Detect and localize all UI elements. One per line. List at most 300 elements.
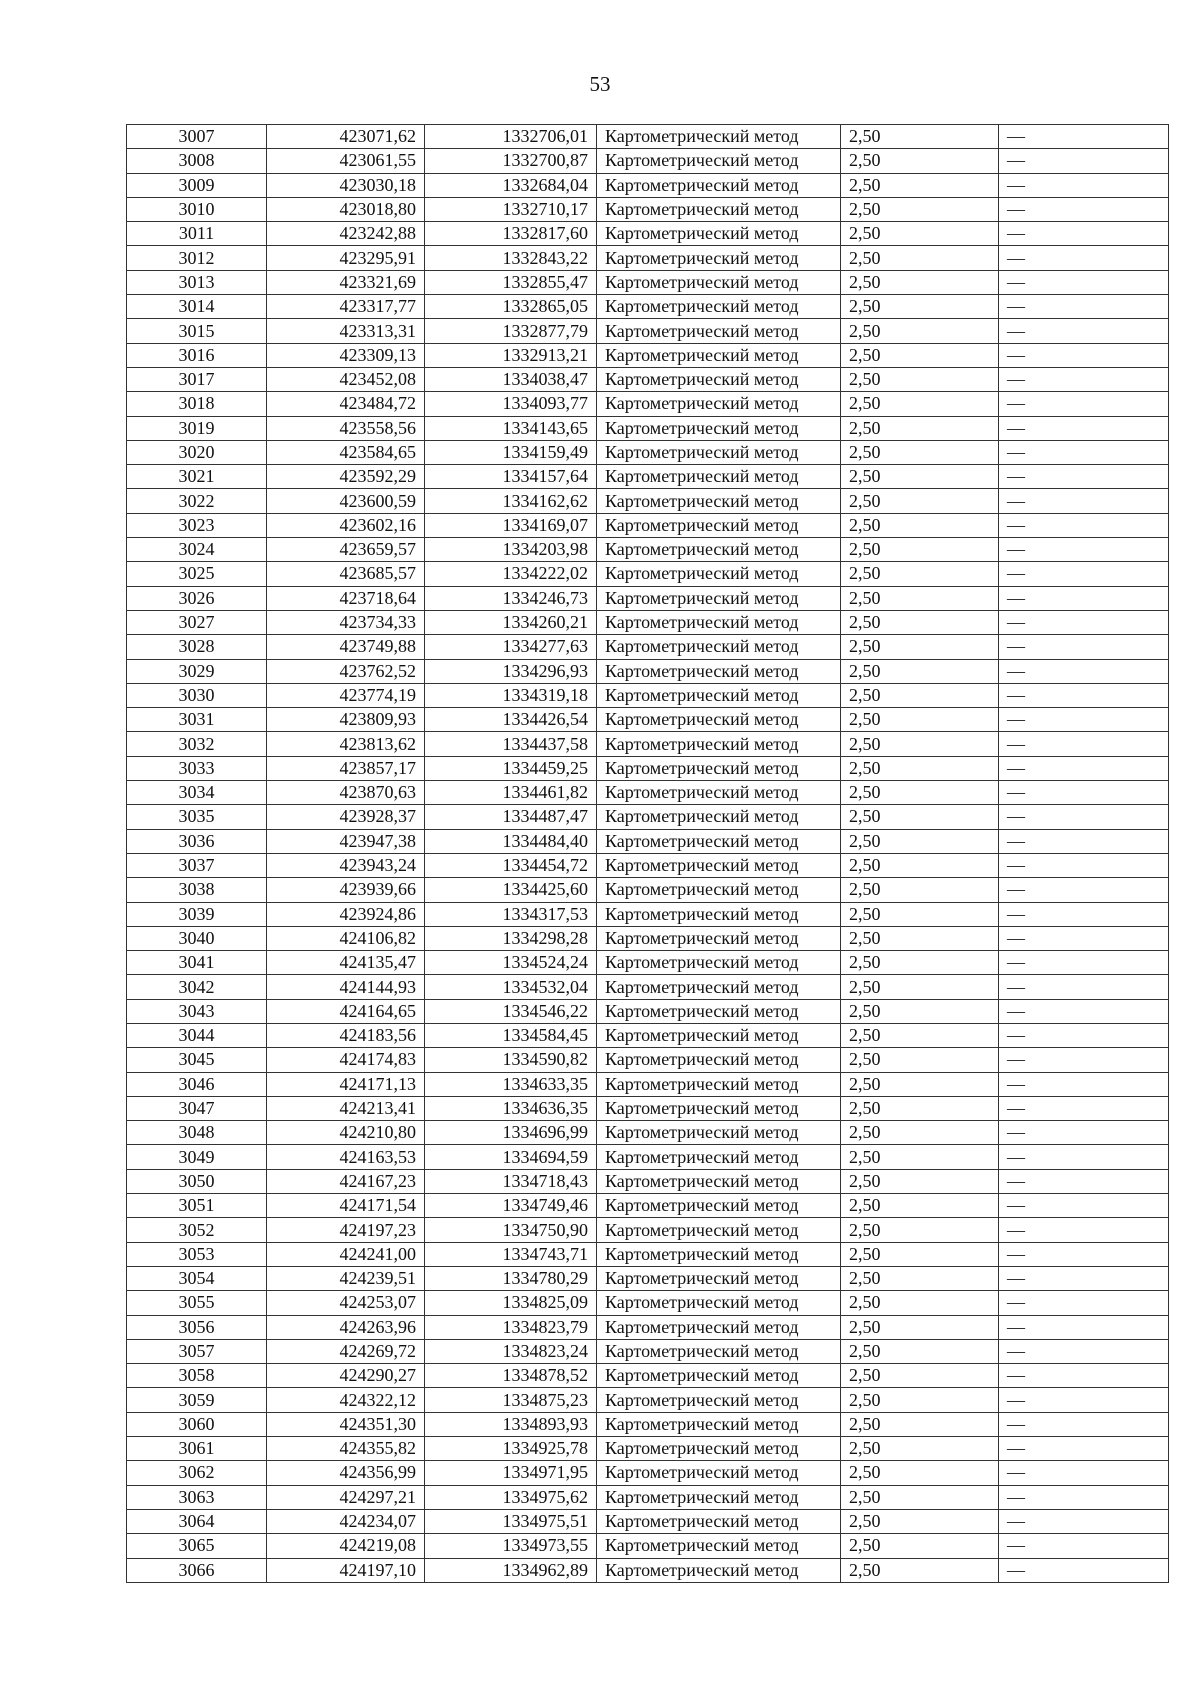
- y-coordinate-cell: 1334925,78: [425, 1437, 597, 1461]
- point-number-cell: 3007: [127, 125, 267, 149]
- accuracy-cell: 2,50: [841, 1412, 999, 1436]
- method-cell: Картометрический метод: [597, 149, 841, 173]
- point-number-cell: 3035: [127, 805, 267, 829]
- description-cell: —: [999, 1364, 1169, 1388]
- x-coordinate-cell: 423484,72: [267, 392, 425, 416]
- description-cell: —: [999, 1534, 1169, 1558]
- table-row: [127, 465, 1169, 489]
- y-coordinate-cell: 1334696,99: [425, 1121, 597, 1145]
- accuracy-cell: 2,50: [841, 489, 999, 513]
- accuracy-cell: 2,50: [841, 149, 999, 173]
- y-coordinate-cell: 1334426,54: [425, 708, 597, 732]
- y-coordinate-cell: 1334246,73: [425, 586, 597, 610]
- x-coordinate-cell: 424269,72: [267, 1339, 425, 1363]
- accuracy-cell: 2,50: [841, 1509, 999, 1533]
- table-row: [127, 562, 1169, 586]
- accuracy-cell: 2,50: [841, 1558, 999, 1582]
- method-cell: Картометрический метод: [597, 635, 841, 659]
- point-number-cell: 3065: [127, 1534, 267, 1558]
- description-cell: —: [999, 197, 1169, 221]
- table-row: [127, 197, 1169, 221]
- accuracy-cell: 2,50: [841, 440, 999, 464]
- method-cell: Картометрический метод: [597, 1364, 841, 1388]
- description-cell: —: [999, 319, 1169, 343]
- x-coordinate-cell: 423734,33: [267, 610, 425, 634]
- method-cell: Картометрический метод: [597, 343, 841, 367]
- table-row: [127, 222, 1169, 246]
- table-row: [127, 173, 1169, 197]
- method-cell: Картометрический метод: [597, 1145, 841, 1169]
- x-coordinate-cell: 424355,82: [267, 1437, 425, 1461]
- description-cell: —: [999, 999, 1169, 1023]
- accuracy-cell: 2,50: [841, 683, 999, 707]
- point-number-cell: 3033: [127, 756, 267, 780]
- description-cell: —: [999, 1023, 1169, 1047]
- method-cell: Картометрический метод: [597, 1412, 841, 1436]
- y-coordinate-cell: 1334633,35: [425, 1072, 597, 1096]
- accuracy-cell: 2,50: [841, 610, 999, 634]
- y-coordinate-cell: 1334749,46: [425, 1194, 597, 1218]
- accuracy-cell: 2,50: [841, 829, 999, 853]
- accuracy-cell: 2,50: [841, 416, 999, 440]
- accuracy-cell: 2,50: [841, 878, 999, 902]
- page-number: 53: [589, 72, 611, 96]
- accuracy-cell: 2,50: [841, 1242, 999, 1266]
- x-coordinate-cell: 424197,23: [267, 1218, 425, 1242]
- description-cell: —: [999, 951, 1169, 975]
- description-cell: —: [999, 1291, 1169, 1315]
- description-cell: —: [999, 270, 1169, 294]
- description-cell: —: [999, 1096, 1169, 1120]
- y-coordinate-cell: 1334260,21: [425, 610, 597, 634]
- method-cell: Картометрический метод: [597, 1096, 841, 1120]
- method-cell: Картометрический метод: [597, 1485, 841, 1509]
- point-number-cell: 3044: [127, 1023, 267, 1047]
- point-number-cell: 3043: [127, 999, 267, 1023]
- method-cell: Картометрический метод: [597, 1388, 841, 1412]
- y-coordinate-cell: 1334222,02: [425, 562, 597, 586]
- method-cell: Картометрический метод: [597, 246, 841, 270]
- description-cell: —: [999, 1315, 1169, 1339]
- table-row: [127, 1291, 1169, 1315]
- x-coordinate-cell: 424144,93: [267, 975, 425, 999]
- y-coordinate-cell: 1332817,60: [425, 222, 597, 246]
- accuracy-cell: 2,50: [841, 1461, 999, 1485]
- point-number-cell: 3063: [127, 1485, 267, 1509]
- accuracy-cell: 2,50: [841, 1048, 999, 1072]
- accuracy-cell: 2,50: [841, 246, 999, 270]
- accuracy-cell: 2,50: [841, 270, 999, 294]
- y-coordinate-cell: 1334093,77: [425, 392, 597, 416]
- y-coordinate-cell: 1334532,04: [425, 975, 597, 999]
- x-coordinate-cell: 423558,56: [267, 416, 425, 440]
- table-row: [127, 295, 1169, 319]
- table-row: [127, 270, 1169, 294]
- method-cell: Картометрический метод: [597, 878, 841, 902]
- x-coordinate-cell: 423685,57: [267, 562, 425, 586]
- y-coordinate-cell: 1334487,47: [425, 805, 597, 829]
- table-row: [127, 1461, 1169, 1485]
- method-cell: Картометрический метод: [597, 1291, 841, 1315]
- y-coordinate-cell: 1334875,23: [425, 1388, 597, 1412]
- method-cell: Картометрический метод: [597, 951, 841, 975]
- x-coordinate-cell: 423602,16: [267, 513, 425, 537]
- description-cell: —: [999, 878, 1169, 902]
- description-cell: —: [999, 125, 1169, 149]
- x-coordinate-cell: 424219,08: [267, 1534, 425, 1558]
- method-cell: Картометрический метод: [597, 440, 841, 464]
- x-coordinate-cell: 423600,59: [267, 489, 425, 513]
- table-row: [127, 1364, 1169, 1388]
- accuracy-cell: 2,50: [841, 1339, 999, 1363]
- y-coordinate-cell: 1332865,05: [425, 295, 597, 319]
- description-cell: —: [999, 489, 1169, 513]
- description-cell: —: [999, 659, 1169, 683]
- description-cell: —: [999, 440, 1169, 464]
- accuracy-cell: 2,50: [841, 367, 999, 391]
- point-number-cell: 3019: [127, 416, 267, 440]
- method-cell: Картометрический метод: [597, 1242, 841, 1266]
- x-coordinate-cell: 424263,96: [267, 1315, 425, 1339]
- table-row: [127, 1145, 1169, 1169]
- method-cell: Картометрический метод: [597, 586, 841, 610]
- x-coordinate-cell: 424241,00: [267, 1242, 425, 1266]
- point-number-cell: 3053: [127, 1242, 267, 1266]
- accuracy-cell: 2,50: [841, 197, 999, 221]
- description-cell: —: [999, 1558, 1169, 1582]
- method-cell: Картометрический метод: [597, 805, 841, 829]
- x-coordinate-cell: 424183,56: [267, 1023, 425, 1047]
- y-coordinate-cell: 1332684,04: [425, 173, 597, 197]
- accuracy-cell: 2,50: [841, 465, 999, 489]
- y-coordinate-cell: 1334484,40: [425, 829, 597, 853]
- point-number-cell: 3046: [127, 1072, 267, 1096]
- accuracy-cell: 2,50: [841, 562, 999, 586]
- table-row: [127, 708, 1169, 732]
- x-coordinate-cell: 423584,65: [267, 440, 425, 464]
- point-number-cell: 3064: [127, 1509, 267, 1533]
- accuracy-cell: 2,50: [841, 392, 999, 416]
- y-coordinate-cell: 1332855,47: [425, 270, 597, 294]
- point-number-cell: 3011: [127, 222, 267, 246]
- y-coordinate-cell: 1334319,18: [425, 683, 597, 707]
- accuracy-cell: 2,50: [841, 1485, 999, 1509]
- table-row: [127, 1121, 1169, 1145]
- accuracy-cell: 2,50: [841, 975, 999, 999]
- point-number-cell: 3038: [127, 878, 267, 902]
- description-cell: —: [999, 562, 1169, 586]
- accuracy-cell: 2,50: [841, 1266, 999, 1290]
- x-coordinate-cell: 423321,69: [267, 270, 425, 294]
- accuracy-cell: 2,50: [841, 926, 999, 950]
- accuracy-cell: 2,50: [841, 708, 999, 732]
- description-cell: —: [999, 149, 1169, 173]
- method-cell: Картометрический метод: [597, 1315, 841, 1339]
- y-coordinate-cell: 1334038,47: [425, 367, 597, 391]
- y-coordinate-cell: 1332700,87: [425, 149, 597, 173]
- method-cell: Картометрический метод: [597, 1437, 841, 1461]
- table-row: [127, 1485, 1169, 1509]
- table-row: [127, 902, 1169, 926]
- method-cell: Картометрический метод: [597, 683, 841, 707]
- accuracy-cell: 2,50: [841, 951, 999, 975]
- x-coordinate-cell: 424239,51: [267, 1266, 425, 1290]
- table-row: [127, 1388, 1169, 1412]
- y-coordinate-cell: 1334524,24: [425, 951, 597, 975]
- point-number-cell: 3028: [127, 635, 267, 659]
- accuracy-cell: 2,50: [841, 1315, 999, 1339]
- table-row: [127, 999, 1169, 1023]
- accuracy-cell: 2,50: [841, 902, 999, 926]
- point-number-cell: 3040: [127, 926, 267, 950]
- table-row: [127, 1194, 1169, 1218]
- point-number-cell: 3047: [127, 1096, 267, 1120]
- table-row: [127, 125, 1169, 149]
- point-number-cell: 3014: [127, 295, 267, 319]
- table-row: [127, 975, 1169, 999]
- method-cell: Картометрический метод: [597, 781, 841, 805]
- description-cell: —: [999, 1388, 1169, 1412]
- y-coordinate-cell: 1334159,49: [425, 440, 597, 464]
- accuracy-cell: 2,50: [841, 125, 999, 149]
- accuracy-cell: 2,50: [841, 343, 999, 367]
- method-cell: Картометрический метод: [597, 610, 841, 634]
- table-row: [127, 683, 1169, 707]
- point-number-cell: 3026: [127, 586, 267, 610]
- y-coordinate-cell: 1334437,58: [425, 732, 597, 756]
- description-cell: —: [999, 538, 1169, 562]
- x-coordinate-cell: 423809,93: [267, 708, 425, 732]
- y-coordinate-cell: 1334143,65: [425, 416, 597, 440]
- y-coordinate-cell: 1334694,59: [425, 1145, 597, 1169]
- point-number-cell: 3045: [127, 1048, 267, 1072]
- method-cell: Картометрический метод: [597, 902, 841, 926]
- x-coordinate-cell: 423857,17: [267, 756, 425, 780]
- description-cell: —: [999, 465, 1169, 489]
- accuracy-cell: 2,50: [841, 538, 999, 562]
- accuracy-cell: 2,50: [841, 513, 999, 537]
- method-cell: Картометрический метод: [597, 197, 841, 221]
- description-cell: —: [999, 926, 1169, 950]
- point-number-cell: 3021: [127, 465, 267, 489]
- table-row: [127, 1315, 1169, 1339]
- description-cell: —: [999, 1145, 1169, 1169]
- y-coordinate-cell: 1334298,28: [425, 926, 597, 950]
- description-cell: —: [999, 708, 1169, 732]
- point-number-cell: 3024: [127, 538, 267, 562]
- point-number-cell: 3049: [127, 1145, 267, 1169]
- point-number-cell: 3055: [127, 1291, 267, 1315]
- method-cell: Картометрический метод: [597, 975, 841, 999]
- accuracy-cell: 2,50: [841, 1291, 999, 1315]
- method-cell: Картометрический метод: [597, 1461, 841, 1485]
- point-number-cell: 3025: [127, 562, 267, 586]
- x-coordinate-cell: 424174,83: [267, 1048, 425, 1072]
- y-coordinate-cell: 1334584,45: [425, 1023, 597, 1047]
- table-row: [127, 1558, 1169, 1582]
- point-number-cell: 3037: [127, 853, 267, 877]
- method-cell: Картометрический метод: [597, 416, 841, 440]
- accuracy-cell: 2,50: [841, 1388, 999, 1412]
- y-coordinate-cell: 1334461,82: [425, 781, 597, 805]
- table-row: [127, 1534, 1169, 1558]
- x-coordinate-cell: 424210,80: [267, 1121, 425, 1145]
- table-row: [127, 781, 1169, 805]
- x-coordinate-cell: 423295,91: [267, 246, 425, 270]
- point-number-cell: 3036: [127, 829, 267, 853]
- accuracy-cell: 2,50: [841, 586, 999, 610]
- x-coordinate-cell: 424163,53: [267, 1145, 425, 1169]
- table-row: [127, 416, 1169, 440]
- description-cell: —: [999, 173, 1169, 197]
- x-coordinate-cell: 423071,62: [267, 125, 425, 149]
- y-coordinate-cell: 1334973,55: [425, 1534, 597, 1558]
- y-coordinate-cell: 1334454,72: [425, 853, 597, 877]
- description-cell: —: [999, 1218, 1169, 1242]
- point-number-cell: 3022: [127, 489, 267, 513]
- x-coordinate-cell: 423924,86: [267, 902, 425, 926]
- table-row: [127, 756, 1169, 780]
- accuracy-cell: 2,50: [841, 732, 999, 756]
- point-number-cell: 3052: [127, 1218, 267, 1242]
- y-coordinate-cell: 1334975,51: [425, 1509, 597, 1533]
- point-number-cell: 3048: [127, 1121, 267, 1145]
- description-cell: —: [999, 1242, 1169, 1266]
- y-coordinate-cell: 1332843,22: [425, 246, 597, 270]
- table-row: [127, 586, 1169, 610]
- y-coordinate-cell: 1334718,43: [425, 1169, 597, 1193]
- method-cell: Картометрический метод: [597, 1339, 841, 1363]
- point-number-cell: 3016: [127, 343, 267, 367]
- point-number-cell: 3020: [127, 440, 267, 464]
- method-cell: Картометрический метод: [597, 1048, 841, 1072]
- accuracy-cell: 2,50: [841, 295, 999, 319]
- description-cell: —: [999, 392, 1169, 416]
- table-row: [127, 1023, 1169, 1047]
- description-cell: —: [999, 756, 1169, 780]
- point-number-cell: 3057: [127, 1339, 267, 1363]
- method-cell: Картометрический метод: [597, 1218, 841, 1242]
- x-coordinate-cell: 423242,88: [267, 222, 425, 246]
- table-row: [127, 1218, 1169, 1242]
- description-cell: —: [999, 513, 1169, 537]
- method-cell: Картометрический метод: [597, 1558, 841, 1582]
- y-coordinate-cell: 1334203,98: [425, 538, 597, 562]
- accuracy-cell: 2,50: [841, 1145, 999, 1169]
- y-coordinate-cell: 1334590,82: [425, 1048, 597, 1072]
- table-row: [127, 853, 1169, 877]
- method-cell: Картометрический метод: [597, 829, 841, 853]
- x-coordinate-cell: 424171,13: [267, 1072, 425, 1096]
- x-coordinate-cell: 423870,63: [267, 781, 425, 805]
- description-cell: —: [999, 1121, 1169, 1145]
- x-coordinate-cell: 423943,24: [267, 853, 425, 877]
- table-row: [127, 926, 1169, 950]
- table-row: [127, 1242, 1169, 1266]
- y-coordinate-cell: 1334823,24: [425, 1339, 597, 1363]
- description-cell: —: [999, 1412, 1169, 1436]
- point-number-cell: 3051: [127, 1194, 267, 1218]
- table-row: [127, 149, 1169, 173]
- method-cell: Картометрический метод: [597, 1266, 841, 1290]
- x-coordinate-cell: 423061,55: [267, 149, 425, 173]
- method-cell: Картометрический метод: [597, 1023, 841, 1047]
- method-cell: Картометрический метод: [597, 1509, 841, 1533]
- point-number-cell: 3017: [127, 367, 267, 391]
- table-row: [127, 1437, 1169, 1461]
- method-cell: Картометрический метод: [597, 538, 841, 562]
- table-row: [127, 392, 1169, 416]
- y-coordinate-cell: 1334425,60: [425, 878, 597, 902]
- point-number-cell: 3042: [127, 975, 267, 999]
- x-coordinate-cell: 424213,41: [267, 1096, 425, 1120]
- x-coordinate-cell: 423309,13: [267, 343, 425, 367]
- point-number-cell: 3058: [127, 1364, 267, 1388]
- point-number-cell: 3010: [127, 197, 267, 221]
- description-cell: —: [999, 853, 1169, 877]
- table-row: [127, 246, 1169, 270]
- accuracy-cell: 2,50: [841, 1194, 999, 1218]
- accuracy-cell: 2,50: [841, 1121, 999, 1145]
- description-cell: —: [999, 781, 1169, 805]
- table-row: [127, 1072, 1169, 1096]
- point-number-cell: 3059: [127, 1388, 267, 1412]
- point-number-cell: 3032: [127, 732, 267, 756]
- point-number-cell: 3023: [127, 513, 267, 537]
- x-coordinate-cell: 424167,23: [267, 1169, 425, 1193]
- method-cell: Картометрический метод: [597, 295, 841, 319]
- method-cell: Картометрический метод: [597, 319, 841, 343]
- y-coordinate-cell: 1334317,53: [425, 902, 597, 926]
- point-number-cell: 3030: [127, 683, 267, 707]
- coordinates-table: [126, 124, 1169, 1583]
- x-coordinate-cell: 424351,30: [267, 1412, 425, 1436]
- method-cell: Картометрический метод: [597, 1194, 841, 1218]
- method-cell: Картометрический метод: [597, 926, 841, 950]
- description-cell: —: [999, 1072, 1169, 1096]
- table-row: [127, 538, 1169, 562]
- description-cell: —: [999, 1461, 1169, 1485]
- accuracy-cell: 2,50: [841, 1437, 999, 1461]
- x-coordinate-cell: 423749,88: [267, 635, 425, 659]
- point-number-cell: 3039: [127, 902, 267, 926]
- description-cell: —: [999, 586, 1169, 610]
- accuracy-cell: 2,50: [841, 173, 999, 197]
- table-row: [127, 513, 1169, 537]
- description-cell: —: [999, 1485, 1169, 1509]
- x-coordinate-cell: 424234,07: [267, 1509, 425, 1533]
- table-row: [127, 829, 1169, 853]
- method-cell: Картометрический метод: [597, 1169, 841, 1193]
- accuracy-cell: 2,50: [841, 805, 999, 829]
- table-row: [127, 367, 1169, 391]
- x-coordinate-cell: 424106,82: [267, 926, 425, 950]
- description-cell: —: [999, 1194, 1169, 1218]
- y-coordinate-cell: 1332913,21: [425, 343, 597, 367]
- x-coordinate-cell: 423928,37: [267, 805, 425, 829]
- point-number-cell: 3029: [127, 659, 267, 683]
- method-cell: Картометрический метод: [597, 173, 841, 197]
- method-cell: Картометрический метод: [597, 1072, 841, 1096]
- y-coordinate-cell: 1334157,64: [425, 465, 597, 489]
- method-cell: Картометрический метод: [597, 392, 841, 416]
- accuracy-cell: 2,50: [841, 853, 999, 877]
- method-cell: Картометрический метод: [597, 465, 841, 489]
- description-cell: —: [999, 1266, 1169, 1290]
- x-coordinate-cell: 424290,27: [267, 1364, 425, 1388]
- x-coordinate-cell: 423592,29: [267, 465, 425, 489]
- method-cell: Картометрический метод: [597, 270, 841, 294]
